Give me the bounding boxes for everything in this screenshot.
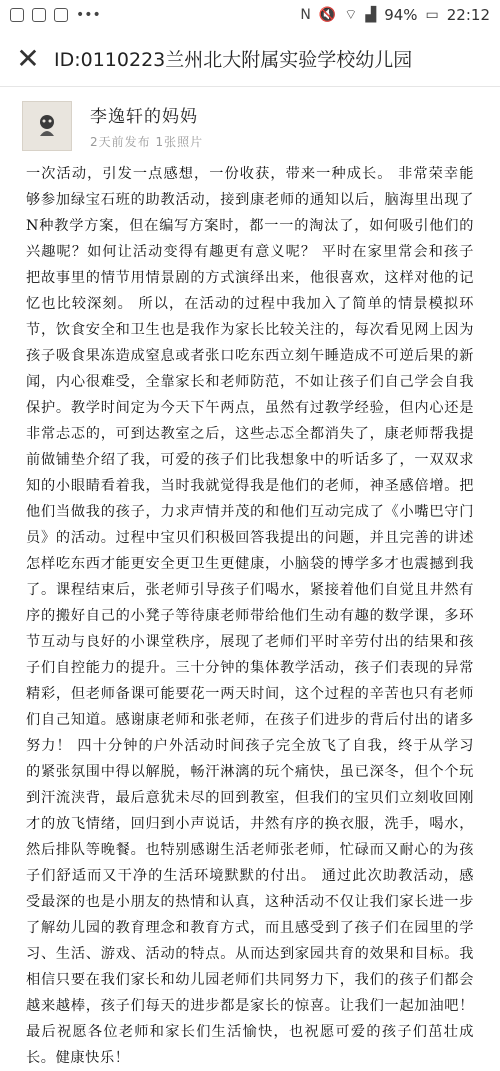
- more-notifications-icon: •••: [76, 7, 101, 23]
- status-bar-left-icons: [10, 7, 101, 23]
- post-meta: 2天前发布 1张照片: [90, 135, 204, 149]
- image-notification-icon: [10, 8, 24, 22]
- close-icon: ✕: [16, 41, 40, 75]
- clock-time: 22:12: [446, 6, 490, 24]
- avatar-illustration-icon: [27, 106, 67, 146]
- signal-icon: ▟: [365, 7, 377, 23]
- wifi-icon: ⌔: [344, 7, 358, 23]
- post-header: [0, 87, 500, 159]
- mute-icon: 🔇: [318, 7, 337, 23]
- title-bar: [0, 30, 500, 87]
- author-name[interactable]: 李逸轩的妈妈: [90, 107, 198, 127]
- close-button[interactable]: [8, 38, 48, 78]
- post-body: 一次活动，引发一点感想，一份收获，带来一种成长。 非常荣幸能够参加绿宝石班的助教活动，接到康老师的通知以后，脑海里出现了N种教学方案，但在编写方案时，都一一的淘汰了，如何吸引他们的兴趣呢？如何让活动变得有趣更有意义呢？ 平时在家里常会和孩子把故事里的情节用情景剧的方式演绎出来，他很喜欢，这样对他的记忆也比较深刻。 所以，在活动的过程中我加入了简单的情景模拟环节，饮食安全和卫生也是我作为家长比较关注的，每次看见网上因为孩子吸食果冻造成窒息或者张口吃东西立刻午睡造成不可逆后果的新闻，内心很难受，全靠家长和老师防范，不如让孩子们自己学会自我保护。教学时间定为今天下午两点，虽然有过教学经验，但内心还是非常忐忑的，可到达教室之后，这些忐忑全都消失了，康老师帮我提前做铺垫介绍了我，可爱的孩子们比我想象中的听话多了，一双双求知的小眼睛看着我，当时我就觉得我是他们的老师，神圣感倍增。把他们当做我的孩子，力求声情并茂的和他们互动完成了《小嘴巴守门员》的活动。过程中宝贝们积极回答我提出的问题，并且完善的讲述怎样吃东西才能更安全更卫生更健康，小脑袋的博学多才也震撼到我了。课程结束后，张老师引导孩子们喝水，紧接着他们自觉且井然有序的搬好自己的小凳子等待康老师带给他们生动有趣的数学课，多环节互动与良好的小课堂秩序，展现了老师们平时辛劳付出的结果和孩子们自控能力的提升。三十分钟的集体教学活动，孩子们表现的异常精彩，但老师备课可能要花一两天时间，这个过程的辛苦也只有老师们自己知道。感谢康老师和张老师，在孩子们进步的背后付出的诸多努力！ 四十分钟的户外活动时间孩子完全放飞了自我，终于从学习的紧张氛围中得以解脱，畅汗淋漓的玩个痛快，虽已深冬，但个个玩到汗流浃背，最后意犹未尽的回到教室，但我们的宝贝们立刻收回刚才的放飞情绪，回归到小声说话，井然有序的换衣服，洗手，喝水，然后排队等晚餐。也特别感谢生活老师张老师，忙碌而又耐心的为孩子们舒适而又干净的生活环境默默的付出。 通过此次助教活动，感受最深的也是小朋友的热情和认真，这种活动不仅让我们家长进一步了解幼儿园的教育理念和教育方式，而且感受到了孩子们在园里的学习、生活、游戏、活动的特点。从而达到家园共育的效果和目标。我相信只要在我们家长和幼儿园老师们共同努力下，我们的孩子们都会越来越棒，孩子们每天的进步都是家长的惊喜。让我们一起加油吧！ 最后祝愿各位老师和家长们生活愉快，也祝愿可爱的孩子们茁壮成长。健康快乐！: [26, 166, 474, 1066]
- activity-notification-icon: [54, 8, 68, 22]
- status-bar-right: [300, 6, 490, 24]
- author-block: [90, 102, 203, 150]
- nfc-icon: N: [300, 7, 311, 23]
- minus-notification-icon: [32, 8, 46, 22]
- battery-icon: ▭: [425, 7, 439, 23]
- status-bar: [0, 0, 500, 30]
- battery-level: 94%: [384, 6, 418, 24]
- avatar[interactable]: [22, 101, 72, 151]
- page-title: ID:0110223兰州北大附属实验学校幼儿园: [54, 48, 413, 71]
